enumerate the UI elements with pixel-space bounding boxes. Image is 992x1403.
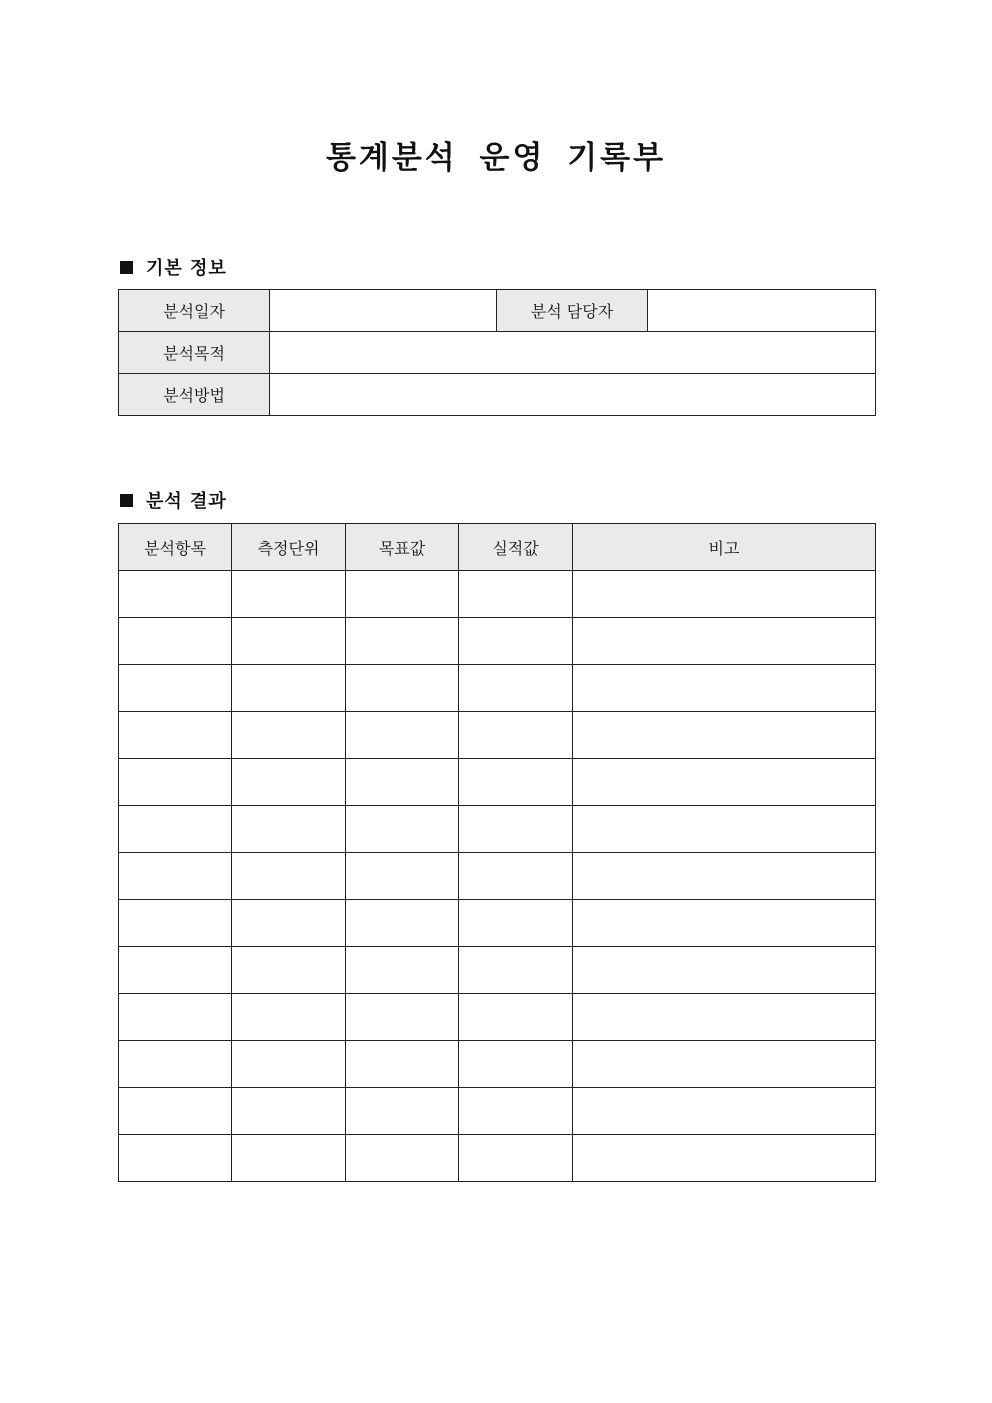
actual-cell[interactable] [459, 759, 573, 806]
column-header-remarks: 비고 [573, 524, 876, 571]
unit-cell[interactable] [232, 665, 346, 712]
actual-cell[interactable] [459, 618, 573, 665]
square-bullet-icon [120, 494, 133, 507]
remarks-cell[interactable] [573, 1135, 876, 1182]
unit-cell[interactable] [232, 618, 346, 665]
target-cell[interactable] [346, 571, 459, 618]
item-cell[interactable] [119, 712, 232, 759]
target-cell[interactable] [346, 1088, 459, 1135]
remarks-cell[interactable] [573, 665, 876, 712]
remarks-cell[interactable] [573, 994, 876, 1041]
table-row [119, 665, 876, 712]
section-heading-label: 기본 정보 [146, 258, 227, 279]
unit-cell[interactable] [232, 806, 346, 853]
item-cell[interactable] [119, 1041, 232, 1088]
item-cell[interactable] [119, 759, 232, 806]
target-cell[interactable] [346, 853, 459, 900]
actual-cell[interactable] [459, 900, 573, 947]
table-row [119, 947, 876, 994]
analysis-date-field[interactable] [270, 290, 497, 332]
square-bullet-icon [120, 261, 133, 274]
actual-cell[interactable] [459, 947, 573, 994]
actual-cell[interactable] [459, 1088, 573, 1135]
remarks-cell[interactable] [573, 618, 876, 665]
column-header-target: 목표값 [346, 524, 459, 571]
analysis-purpose-label: 분석목적 [119, 332, 270, 374]
analysis-method-label: 분석방법 [119, 374, 270, 416]
unit-cell[interactable] [232, 1088, 346, 1135]
target-cell[interactable] [346, 1135, 459, 1182]
remarks-cell[interactable] [573, 1088, 876, 1135]
item-cell[interactable] [119, 994, 232, 1041]
item-cell[interactable] [119, 806, 232, 853]
item-cell[interactable] [119, 571, 232, 618]
analyst-label: 분석 담당자 [497, 290, 648, 332]
table-row [119, 571, 876, 618]
table-row [119, 1041, 876, 1088]
unit-cell[interactable] [232, 759, 346, 806]
target-cell[interactable] [346, 1041, 459, 1088]
remarks-cell[interactable] [573, 947, 876, 994]
actual-cell[interactable] [459, 571, 573, 618]
actual-cell[interactable] [459, 712, 573, 759]
item-cell[interactable] [119, 1088, 232, 1135]
section-heading-basic-info [120, 254, 227, 280]
target-cell[interactable] [346, 618, 459, 665]
table-row [119, 618, 876, 665]
unit-cell[interactable] [232, 900, 346, 947]
column-header-item: 분석항목 [119, 524, 232, 571]
item-cell[interactable] [119, 618, 232, 665]
target-cell[interactable] [346, 806, 459, 853]
target-cell[interactable] [346, 900, 459, 947]
target-cell[interactable] [346, 947, 459, 994]
actual-cell[interactable] [459, 806, 573, 853]
remarks-cell[interactable] [573, 571, 876, 618]
unit-cell[interactable] [232, 1041, 346, 1088]
remarks-cell[interactable] [573, 853, 876, 900]
table-row [119, 1088, 876, 1135]
target-cell[interactable] [346, 712, 459, 759]
item-cell[interactable] [119, 1135, 232, 1182]
target-cell[interactable] [346, 665, 459, 712]
basic-info-table [118, 289, 876, 416]
analyst-field[interactable] [648, 290, 876, 332]
unit-cell[interactable] [232, 712, 346, 759]
results-header-row [119, 524, 876, 571]
column-header-actual: 실적값 [459, 524, 573, 571]
item-cell[interactable] [119, 947, 232, 994]
target-cell[interactable] [346, 759, 459, 806]
table-row [119, 1135, 876, 1182]
remarks-cell[interactable] [573, 1041, 876, 1088]
analysis-purpose-field[interactable] [270, 332, 876, 374]
analysis-method-field[interactable] [270, 374, 876, 416]
item-cell[interactable] [119, 665, 232, 712]
column-header-unit: 측정단위 [232, 524, 346, 571]
page-title: 통계분석 운영 기록부 [325, 140, 667, 176]
table-row [119, 759, 876, 806]
unit-cell[interactable] [232, 853, 346, 900]
table-row [119, 712, 876, 759]
results-body [119, 571, 876, 1182]
table-row [119, 994, 876, 1041]
info-row-purpose [119, 332, 876, 374]
item-cell[interactable] [119, 853, 232, 900]
actual-cell[interactable] [459, 853, 573, 900]
analysis-results-table [118, 523, 876, 1182]
table-row [119, 853, 876, 900]
unit-cell[interactable] [232, 571, 346, 618]
remarks-cell[interactable] [573, 759, 876, 806]
target-cell[interactable] [346, 994, 459, 1041]
info-row-date [119, 290, 876, 332]
unit-cell[interactable] [232, 1135, 346, 1182]
actual-cell[interactable] [459, 665, 573, 712]
analysis-date-label: 분석일자 [119, 290, 270, 332]
remarks-cell[interactable] [573, 900, 876, 947]
table-row [119, 806, 876, 853]
remarks-cell[interactable] [573, 712, 876, 759]
remarks-cell[interactable] [573, 806, 876, 853]
actual-cell[interactable] [459, 1135, 573, 1182]
table-row [119, 900, 876, 947]
unit-cell[interactable] [232, 994, 346, 1041]
actual-cell[interactable] [459, 994, 573, 1041]
section-heading-label: 분석 결과 [146, 491, 227, 512]
unit-cell[interactable] [232, 947, 346, 994]
item-cell[interactable] [119, 900, 232, 947]
section-heading-results [120, 487, 227, 513]
actual-cell[interactable] [459, 1041, 573, 1088]
info-row-method [119, 374, 876, 416]
